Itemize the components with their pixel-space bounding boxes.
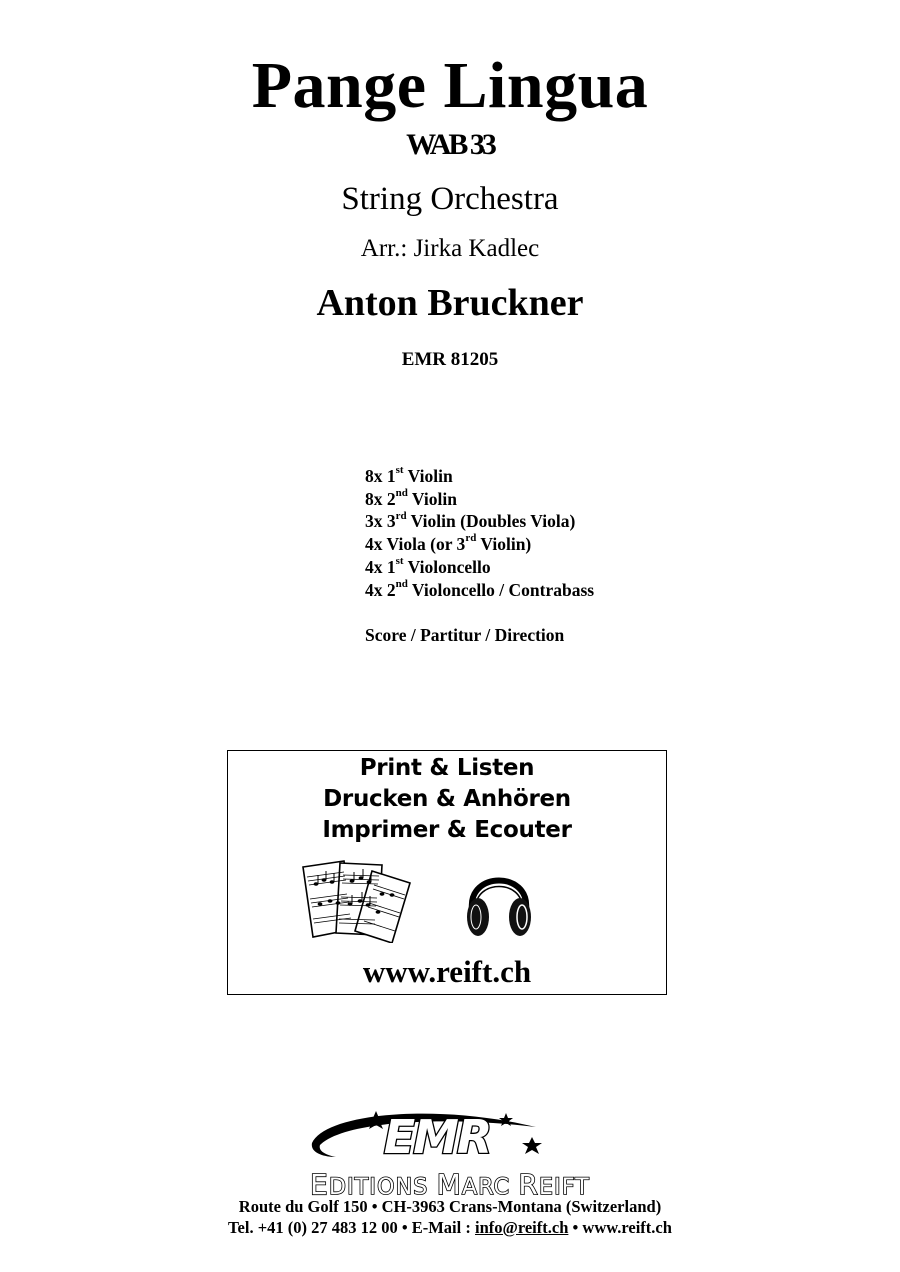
publisher-contact: Tel. +41 (0) 27 483 12 00 • E-Mail : info@reift.ch • www.reift.ch	[228, 1218, 672, 1237]
emr-logo-text: EMR	[383, 1110, 491, 1164]
instrument-line: 8x 1st Violin	[365, 464, 453, 486]
instrument-line: 4x 1st Violoncello	[365, 554, 491, 577]
score-label: Score / Partitur / Direction	[365, 625, 565, 645]
catalogue-number: WAB 33	[406, 128, 494, 161]
instrument-line: 3x 3rd Violin (Doubles Viola)	[365, 509, 576, 532]
instrument-line: 8x 2nd Violin	[365, 486, 457, 509]
composer-name: Anton Bruckner	[316, 282, 584, 324]
instrument-line: 4x Viola (or 3rd Violin)	[365, 532, 532, 555]
print-listen-box	[227, 750, 667, 995]
promo-line-en: Print & Listen	[359, 755, 535, 781]
instrument-line: 4x 2nd Violoncello / Contrabass	[365, 577, 595, 600]
promo-website-link[interactable]: www.reift.ch	[362, 954, 532, 989]
edition-number: EMR 81205	[401, 349, 499, 370]
promo-line-fr: Imprimer & Ecouter	[322, 817, 572, 843]
sheet-music-icon	[298, 857, 418, 943]
instrumentation-list	[365, 465, 594, 601]
publisher-address: Route du Golf 150 • CH-3963 Crans-Montana (Switzerland)	[238, 1197, 662, 1216]
promo-line-de: Drucken & Anhören	[323, 786, 571, 812]
arranger-credit: Arr.: Jirka Kadlec	[360, 235, 540, 262]
ensemble-label: String Orchestra	[341, 181, 559, 217]
headphones-icon	[464, 861, 534, 941]
email-link[interactable]: info@reift.ch	[474, 1218, 569, 1237]
publisher-name: EDITIONS MARC REIFT	[310, 1168, 590, 1201]
page-title: Pange Lingua	[251, 49, 649, 122]
